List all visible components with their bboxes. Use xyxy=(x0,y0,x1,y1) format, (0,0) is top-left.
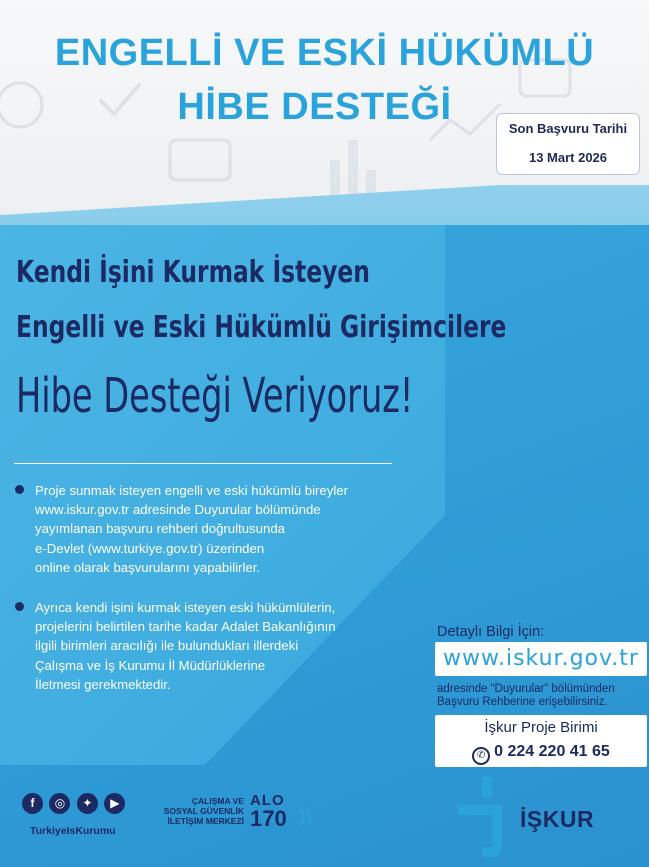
headline-line3: Hibe Desteği Veriyoruz! xyxy=(16,368,414,424)
bullet-dot-icon xyxy=(15,602,24,611)
alo-170-logo xyxy=(250,792,287,829)
bullet-2-line: Çalışma ve İş Kurumu İl Müdürlüklerine xyxy=(35,657,266,673)
twitter-icon[interactable]: ✦ xyxy=(77,793,98,814)
deadline-label: Son Başvuru Tarihi xyxy=(508,121,628,136)
info-label: Detaylı Bilgi İçin: xyxy=(437,624,545,640)
url-note-line1: adresinde “Duyurular” bölümünden xyxy=(437,683,615,695)
social-handle: TurkiyeIsKurumu xyxy=(30,825,116,837)
url-note xyxy=(437,683,615,709)
page-title-line1: ENGELLİ VE ESKİ HÜKÜMLÜ xyxy=(54,32,595,74)
unit-name: İşkur Proje Birimi xyxy=(484,719,598,736)
bullet-dot-icon xyxy=(15,485,24,494)
website-link[interactable]: www.iskur.gov.tr xyxy=(435,642,647,676)
instagram-icon[interactable]: ◎ xyxy=(49,793,70,814)
signal-waves-icon xyxy=(298,806,312,830)
iskur-logo-mark xyxy=(456,777,516,857)
social-icons xyxy=(22,793,127,814)
facebook-icon[interactable]: f xyxy=(22,793,43,814)
bullet-item-2 xyxy=(15,598,415,694)
iskur-logo-text: İŞKUR xyxy=(520,806,595,832)
csgb-line2: SOSYAL GÜVENLİK xyxy=(163,806,244,816)
csgb-line1: ÇALIŞMA VE xyxy=(191,796,244,806)
bullet-2-line: ilgili birimleri aracılığı ile bulundukları illerdeki xyxy=(35,638,299,654)
csgb-line3: İLETİŞİM MERKEZİ xyxy=(167,816,244,826)
bullet-item-1 xyxy=(15,481,415,577)
phone-text: 0 224 220 41 65 xyxy=(494,743,610,760)
page-title-line2: HİBE DESTEĞİ xyxy=(177,86,452,128)
deadline-box xyxy=(496,113,640,175)
bullet-2-line: Ayrıca kendi işini kurmak isteyen eski hükümlülerin, xyxy=(35,600,336,615)
bullet-1-line: e-Devlet (www.turkiye.gov.tr) üzerinden xyxy=(35,540,265,556)
deadline-date: 13 Mart 2026 xyxy=(528,150,608,165)
headline-line1: Kendi İşini Kurmak İsteyen xyxy=(16,255,370,290)
csgb-label xyxy=(152,796,244,826)
divider xyxy=(14,463,392,464)
bullet-2-line: projelerini belirtilen tarihe kadar Adalet Bakanlığının xyxy=(35,619,336,635)
youtube-icon[interactable]: ▶ xyxy=(104,793,125,814)
contact-box xyxy=(435,715,647,767)
bullet-1-line: online olarak başvurularını yapabilirler. xyxy=(35,559,261,575)
phone-icon: ✆ xyxy=(472,747,490,765)
alo-number: 170 xyxy=(250,806,287,831)
bullet-1-line: Proje sunmak isteyen engelli ve eski hükümlü bireyler xyxy=(35,483,348,498)
bullet-1-line: www.iskur.gov.tr adresinde Duyurular bölümünde xyxy=(35,502,321,518)
headline-line2: Engelli ve Eski Hükümlü Girişimcilere xyxy=(16,310,507,345)
bullet-1-line: yayımlanan başvuru rehberi doğrultusunda xyxy=(35,521,285,537)
alo-label: ALO xyxy=(250,792,285,809)
bullet-2-line: İletmesi gerekmektedir. xyxy=(35,676,171,692)
url-note-line2: Başvuru Rehberine erişebilirsiniz. xyxy=(437,696,608,708)
phone-number[interactable] xyxy=(435,743,647,765)
